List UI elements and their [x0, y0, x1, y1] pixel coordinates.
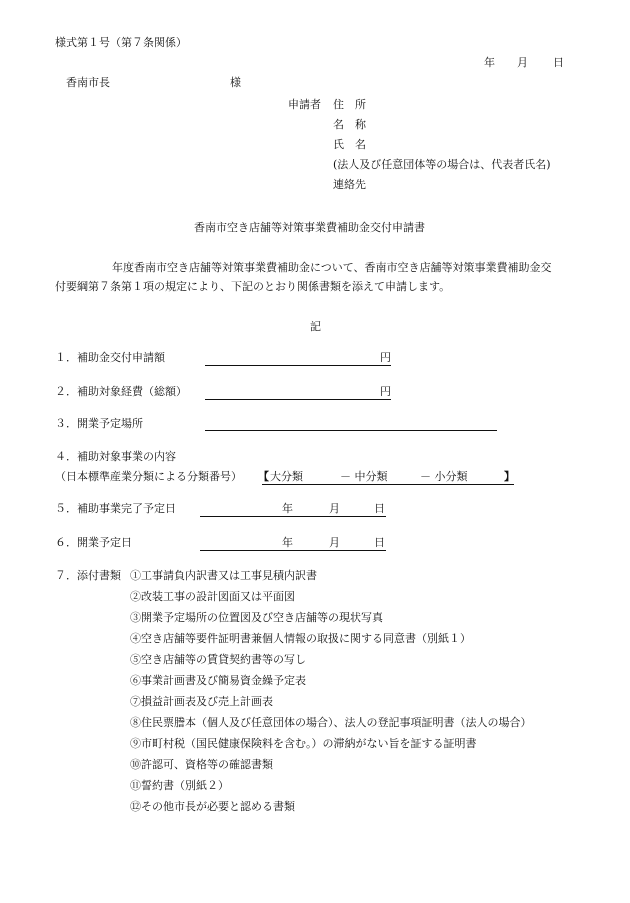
item5-year-label: 年: [282, 502, 293, 515]
item4-category-minor: － 小分類: [420, 470, 468, 483]
date-day-label: 日: [553, 56, 564, 69]
item4-bracket-close: 】: [504, 470, 515, 483]
applicant-label: 申請者: [288, 98, 321, 111]
applicant-note: (法人及び任意団体等の場合は、代表者氏名): [333, 158, 551, 171]
attachment-doc-4: ④空き店舗等要件証明書兼個人情報の取扱に関する同意書（別紙１）: [130, 632, 471, 645]
addressee-name: 香南市長: [66, 76, 110, 89]
item5-day-label: 日: [374, 502, 385, 515]
item4-category-major: 大分類: [270, 470, 303, 483]
item4-sub-label: （日本標準産業分類による分類番号）: [55, 470, 242, 483]
applicant-entity-label: 名 称: [333, 118, 366, 131]
addressee-honorific: 様: [230, 76, 241, 89]
item5-month-label: 月: [329, 502, 340, 515]
attachment-doc-5: ⑤空き店舗等の賃貸契約書等の写し: [130, 653, 306, 666]
date-month-label: 月: [517, 56, 528, 69]
applicant-address-label: 住 所: [333, 98, 366, 111]
applicant-contact-label: 連絡先: [333, 178, 366, 191]
body-text-line-2: 付要綱第７条第１項の規定により、下記のとおり関係書類を添えて申請します。: [55, 280, 451, 293]
attachment-doc-6: ⑥事業計画書及び簡易資金繰予定表: [130, 674, 306, 687]
attachment-doc-12: ⑫その他市長が必要と認める書類: [130, 800, 295, 813]
item2-label: ２．補助対象経費（総額）: [55, 385, 187, 398]
item4-label: ４．補助対象事業の内容: [55, 450, 176, 463]
item4-category-line: [262, 484, 514, 485]
item2-unit: 円: [380, 385, 391, 398]
item1-amount-line: [205, 365, 391, 366]
item1-unit: 円: [380, 351, 391, 364]
body-text-line-1: 年度香南市空き店舗等対策事業費補助金について、香南市空き店舗等対策事業費補助金交: [112, 261, 552, 274]
item2-amount-line: [205, 399, 391, 400]
attachment-doc-9: ⑨市町村税（国民健康保険料を含む。）の滞納がない旨を証する証明書: [130, 737, 477, 750]
attachment-doc-1: ①工事請負内訳書又は工事見積内訳書: [130, 569, 317, 582]
item1-label: １．補助金交付申請額: [55, 351, 165, 364]
item5-label: ５．補助事業完了予定日: [55, 502, 176, 515]
ki-heading: 記: [310, 320, 321, 333]
applicant-person-label: 氏 名: [333, 138, 366, 151]
item4-bracket-open: 【: [258, 470, 269, 483]
document-title: 香南市空き店舗等対策事業費補助金交付申請書: [194, 221, 425, 234]
item3-label: ３．開業予定場所: [55, 417, 143, 430]
item5-date-line: [200, 516, 386, 517]
item6-day-label: 日: [374, 536, 385, 549]
item6-label: ６．開業予定日: [55, 536, 132, 549]
attachment-doc-10: ⑩許認可、資格等の確認書類: [130, 758, 273, 771]
form-number: 様式第１号（第７条関係）: [55, 36, 187, 49]
item6-year-label: 年: [282, 536, 293, 549]
attachment-doc-11: ⑪誓約書（別紙２）: [130, 779, 229, 792]
item3-location-line: [205, 430, 497, 431]
date-year-label: 年: [484, 56, 495, 69]
attachment-doc-8: ⑧住民票謄本（個人及び任意団体の場合）、法人の登記事項証明書（法人の場合）: [130, 716, 532, 729]
attachment-doc-2: ②改装工事の設計図面又は平面図: [130, 590, 295, 603]
item6-month-label: 月: [329, 536, 340, 549]
item6-date-line: [200, 550, 386, 551]
attachment-doc-3: ③開業予定場所の位置図及び空き店舗等の現状写真: [130, 611, 383, 624]
attachment-doc-7: ⑦損益計画表及び売上計画表: [130, 695, 273, 708]
item7-label: ７．添付書類: [55, 569, 121, 582]
item4-category-middle: － 中分類: [340, 470, 388, 483]
